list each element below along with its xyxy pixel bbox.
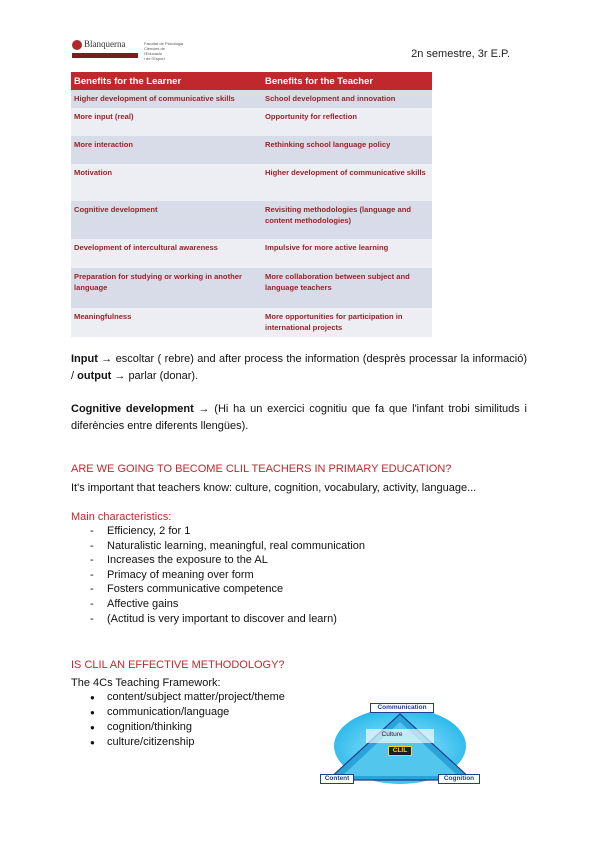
clil-label: CLIL — [388, 746, 412, 756]
list-item: ● content/subject matter/project/theme — [90, 690, 285, 705]
four-cs-diagram-graphic — [320, 702, 480, 784]
characteristics-list — [90, 524, 365, 626]
semester-label: 2n semestre, 3r E.P. — [411, 48, 510, 60]
logo-bar — [72, 53, 138, 58]
communication-label: Communication — [370, 703, 434, 713]
culture-label: Culture — [381, 731, 403, 738]
table-row — [71, 201, 432, 239]
main-characteristics-heading: Main characteristics: — [71, 511, 172, 523]
teacher-cell: Impulsive for more active learning — [262, 239, 432, 268]
list-item: - Affective gains — [90, 597, 365, 612]
cognitive-text: → (Hi ha un exercici cognitiu que fa que l'infant trobi similituds i diferències entre diferents llengües). — [71, 403, 527, 432]
teacher-cell: More opportunities for participation in international projects — [262, 308, 432, 337]
table-header-row — [71, 72, 432, 90]
input-term: Input — [71, 353, 98, 365]
learner-cell: Development of intercultural awareness — [71, 239, 262, 268]
four-cs-intro: The 4Cs Teaching Framework: — [71, 677, 221, 689]
table-row — [71, 90, 432, 108]
table-row — [71, 136, 432, 164]
four-cs-list — [90, 690, 285, 750]
teacher-cell: More collaboration between subject and language teachers — [262, 268, 432, 308]
learner-cell: More interaction — [71, 136, 262, 164]
teacher-header: Benefits for the Teacher — [262, 72, 432, 90]
cognition-label: Cognition — [438, 774, 480, 784]
learner-cell: More input (real) — [71, 108, 262, 136]
teacher-cell: Higher development of communicative skills — [262, 164, 432, 201]
list-item: - Increases the exposure to the AL — [90, 553, 365, 568]
learner-cell: Higher development of communicative skills — [71, 90, 262, 108]
effective-methodology-heading: IS CLIL AN EFFECTIVE METHODOLOGY? — [71, 659, 285, 671]
list-item: ● communication/language — [90, 705, 285, 720]
logo-subtitle: Facultat de Psicologia Ciències de l'Educació i de l'Esport — [144, 41, 184, 61]
learner-cell: Motivation — [71, 164, 262, 201]
learner-cell: Meaningfulness — [71, 308, 262, 337]
learner-header: Benefits for the Learner — [71, 72, 262, 90]
table-row — [71, 268, 432, 308]
clil-teachers-heading: ARE WE GOING TO BECOME CLIL TEACHERS IN PRIMARY EDUCATION? — [71, 463, 452, 475]
teacher-cell: School development and innovation — [262, 90, 432, 108]
logo-name: Blanquerna — [84, 39, 126, 49]
cognitive-term: Cognitive development — [71, 403, 194, 415]
institution-logo — [72, 40, 182, 62]
learner-cell: Cognitive development — [71, 201, 262, 239]
table-row — [71, 108, 432, 136]
table-row — [71, 239, 432, 268]
clil-teachers-text: It's important that teachers know: culture, cognition, vocabulary, activity, language... — [71, 482, 477, 494]
list-item: - Primacy of meaning over form — [90, 568, 365, 583]
list-item: - Naturalistic learning, meaningful, real communication — [90, 539, 365, 554]
content-label: Content — [320, 774, 354, 784]
output-text: → parlar (donar). — [111, 370, 199, 382]
input-output-paragraph — [71, 351, 527, 385]
list-item: - (Actitud is very important to discover and learn) — [90, 612, 365, 627]
logo-mark-icon — [72, 40, 82, 50]
list-item: ● cognition/thinking — [90, 720, 285, 735]
four-cs-diagram — [320, 702, 480, 784]
output-term: output — [77, 370, 112, 382]
teacher-cell: Opportunity for reflection — [262, 108, 432, 136]
input-text: → escoltar ( rebre) and after process the information (desprès processar la informació) / — [71, 353, 527, 382]
table-row — [71, 164, 432, 201]
teacher-cell: Rethinking school language policy — [262, 136, 432, 164]
list-item: ● culture/citizenship — [90, 735, 285, 750]
learner-cell: Preparation for studying or working in another language — [71, 268, 262, 308]
teacher-cell: Revisiting methodologies (language and content methodologies) — [262, 201, 432, 239]
cognitive-paragraph — [71, 401, 527, 435]
table-row — [71, 308, 432, 337]
list-item: - Fosters communicative competence — [90, 582, 365, 597]
list-item: - Efficiency, 2 for 1 — [90, 524, 365, 539]
benefits-table — [71, 72, 432, 337]
